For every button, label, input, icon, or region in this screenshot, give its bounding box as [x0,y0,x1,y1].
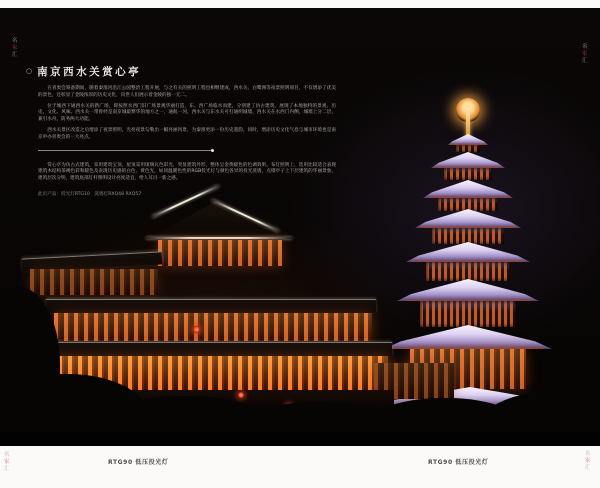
pagoda-base-roof [384,325,552,349]
paragraph-4: 赏心亭为仿古式建筑，采用建筑宝顶，屋顶采用琉璃瓦色彩光，突显建筑外形，整体呈金黄暖色的色调效果。布灯照明上，选用比较适合表现建筑木结构茶褐色彩和暖色及表现历史感的白色、黄色光，如同温暖色性的RGB投光灯与颜色各异的投光洗墙，点缀亭子上下层建筑的华丽景象，建筑层次分明，建筑底部灯杆照明设计亮度适宜，给人耳目一新之感。 [38,162,336,182]
pagoda-roof [406,242,530,262]
pagoda-body [420,301,516,327]
title-row [26,64,336,79]
section-divider [38,150,212,151]
paragraph-1: 在青奥会筹备期间，随着秦淮河沿江公园整治工程开展，与之有关的照明工程也相继建成，西水关、白鹭洲等夜景照明项目，不仅增添了优美的景色，还彰显了金陵浓厚的历史文化，向世人们展示着金陵的独一无二。 [38,86,336,98]
pagoda-roof [448,134,488,145]
paragraph-2: 位于城西下通西水关的新广场，即按照水西门旧广场景观华丽打造，东、西广场临水而建，分别建了仿古建筑，展现了本地独特的景观、历史、文化、风味。西水关一带曾经是南京城最繁华的地方之一，通航一河，西水关与东水关可打通明城墙，西水关在水西门内侧，城墙上分二层，兼引水舟、防务两大功能。 [38,103,336,123]
gable-eave-line [146,237,292,239]
title-marker-icon: ○ [26,67,33,75]
lantern-light [193,326,200,333]
article [26,64,336,203]
corner-mark-top-left: 名 家 汇 [12,38,18,58]
divider-dot [211,149,214,152]
left-wing-windows [30,269,158,295]
pagoda-roof [431,152,505,168]
pagoda-body [444,168,492,180]
middle-roof-band [46,299,376,313]
pagoda-body [426,262,510,281]
caption-left-page: RTG90 低压投光灯 [108,459,169,466]
pagoda-roof [397,279,539,301]
paragraph-3: 西水关景区改造之后增添了夜景照明，光亮夜景勾勒出一幅亮丽风景，为秦淮更添一份历史遗韵。同时，增添历史文化气息与城市环境也是南京申办青奥会的一大亮点。 [38,127,336,140]
pagoda-roof [423,180,513,198]
second-floor-arcade [54,313,372,341]
pavilion-gable-roof [150,200,286,238]
lantern-light [238,392,244,398]
corner-mark-bottom-right: 名 家 汇 [585,451,591,471]
night-photo [0,8,600,446]
corner-mark-top-right: 名 家 汇 [582,44,588,64]
pagoda-body [432,228,504,244]
lower-roof-band [40,342,392,356]
pagoda-roof [415,209,521,228]
products-line: 此页产品：投光灯RTG10 洗墙灯RXQ48 RXQ57 [38,191,142,197]
ground-shadow [0,432,600,446]
pagoda-body [456,145,480,152]
page-title: 南京西水关赏心亭 [37,66,142,78]
pavilion-upper-windows [158,240,282,266]
caption-right-page: RTG90 低压投光灯 [428,459,489,466]
corner-mark-bottom-left: 名 家 汇 [4,452,10,472]
